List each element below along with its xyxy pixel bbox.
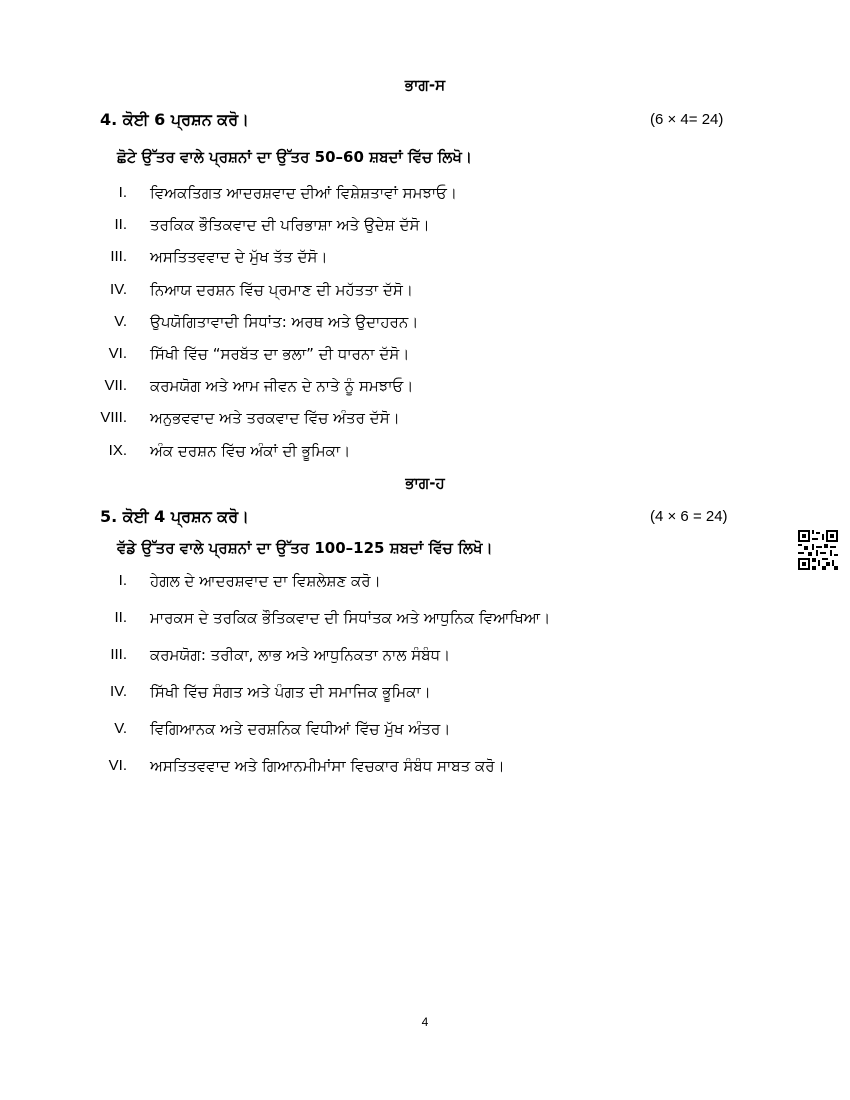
list-item	[0, 442, 850, 466]
item-text: ਤਰਕਿਕ ਭੌਤਿਕਵਾਦ ਦੀ ਪਰਿਭਾਸ਼ਾ ਅਤੇ ਉਦੇਸ਼ ਦੱਸੋ।	[150, 216, 430, 234]
item-text: ਸਿੱਖੀ ਵਿੱਚ “ਸਰਬੱਤ ਦਾ ਭਲਾ” ਦੀ ਧਾਰਨਾ ਦੱਸੋ।	[150, 345, 410, 363]
item-text: ਅਨੁਭਵਵਾਦ ਅਤੇ ਤਰਕਵਾਦ ਵਿੱਚ ਅੰਤਰ ਦੱਸੋ।	[150, 409, 400, 427]
item-text: ਨਿਆਯ ਦਰਸ਼ਨ ਵਿੱਚ ਪ੍ਰਮਾਣ ਦੀ ਮਹੱਤਤਾ ਦੱਸੋ।	[150, 281, 414, 299]
item-text: ਵਿਗਿਆਨਕ ਅਤੇ ਦਰਸ਼ਨਿਕ ਵਿਧੀਆਂ ਵਿੱਚ ਮੁੱਖ ਅੰਤਰ।	[150, 720, 451, 738]
item-number: IV.	[110, 281, 127, 298]
qr-code-icon	[798, 530, 838, 570]
item-text: ਸਿੱਖੀ ਵਿੱਚ ਸੰਗਤ ਅਤੇ ਪੰਗਤ ਦੀ ਸਮਾਜਿਕ ਭੂਮਿਕਾ।	[150, 683, 431, 701]
item-number: VII.	[104, 377, 127, 394]
list-item	[0, 216, 850, 240]
list-item	[0, 683, 850, 707]
item-number: II.	[114, 609, 127, 626]
question-5-heading: 5. ਕੋਈ 4 ਪ੍ਰਸ਼ਨ ਕਰੋ।	[100, 507, 249, 526]
list-item	[0, 248, 850, 272]
item-number: III.	[110, 646, 127, 663]
item-text: ਅਸਤਿਤਵਵਾਦ ਦੇ ਮੁੱਖ ਤੱਤ ਦੱਸੋ।	[150, 248, 328, 266]
section-h-title: ਭਾਗ-ਹ	[405, 474, 445, 492]
list-item	[0, 281, 850, 305]
list-item	[0, 313, 850, 337]
item-number: I.	[118, 572, 127, 589]
item-number: IX.	[108, 442, 127, 459]
list-item	[0, 409, 850, 433]
item-text: ਵਿਅਕਤਿਗਤ ਆਦਰਸ਼ਵਾਦ ਦੀਆਂ ਵਿਸ਼ੇਸ਼ਤਾਵਾਂ ਸਮਝਾਓ।	[150, 184, 458, 202]
item-number: I.	[118, 184, 127, 201]
list-item	[0, 572, 850, 596]
item-text: ਮਾਰਕਸ ਦੇ ਤਰਕਿਕ ਭੌਤਿਕਵਾਦ ਦੀ ਸਿਧਾਂਤਕ ਅਤੇ ਆਧੁਨਿਕ ਵਿਆਖਿਆ।	[150, 609, 551, 627]
item-number: III.	[110, 248, 127, 265]
item-number: VI.	[108, 757, 127, 774]
list-item	[0, 345, 850, 369]
question-4-instruction: ਛੋਟੇ ਉੱਤਰ ਵਾਲੇ ਪ੍ਰਸ਼ਨਾਂ ਦਾ ਉੱਤਰ 50–60 ਸ਼ਬਦਾਂ ਵਿੱਚ ਲਿਖੋ।	[117, 148, 473, 166]
list-item	[0, 757, 850, 781]
item-number: VI.	[108, 345, 127, 362]
item-number: V.	[114, 720, 127, 737]
item-text: ਕਰਮਯੋਗ: ਤਰੀਕਾ, ਲਾਭ ਅਤੇ ਆਧੁਨਿਕਤਾ ਨਾਲ ਸੰਬੰਧ।	[150, 646, 451, 664]
page-number: 4	[421, 1015, 429, 1029]
item-text: ਕਰਮਯੋਗ ਅਤੇ ਆਮ ਜੀਵਨ ਦੇ ਨਾਤੇ ਨੂੰ ਸਮਝਾਓ।	[150, 377, 414, 395]
list-item	[0, 646, 850, 670]
item-number: II.	[114, 216, 127, 233]
question-4-heading: 4. ਕੋਈ 6 ਪ੍ਰਸ਼ਨ ਕਰੋ।	[100, 110, 249, 129]
list-item	[0, 184, 850, 208]
item-number: V.	[114, 313, 127, 330]
question-4-marks: (6 × 4= 24)	[650, 111, 724, 128]
item-number: IV.	[110, 683, 127, 700]
item-number: VIII.	[100, 409, 127, 426]
item-text: ਉਪਯੋਗਿਤਾਵਾਦੀ ਸਿਧਾਂਤ: ਅਰਥ ਅਤੇ ਉਦਾਹਰਨ।	[150, 313, 419, 331]
list-item	[0, 720, 850, 744]
list-item	[0, 377, 850, 401]
item-text: ਅੰਕ ਦਰਸ਼ਨ ਵਿੱਚ ਅੰਕਾਂ ਦੀ ਭੂਮਿਕਾ।	[150, 442, 351, 460]
section-s-title: ਭਾਗ-ਸ	[404, 76, 446, 94]
question-5-marks: (4 × 6 = 24)	[650, 508, 728, 525]
item-text: ਅਸਤਿਤਵਵਾਦ ਅਤੇ ਗਿਆਨਮੀਮਾਂਸਾ ਵਿਚਕਾਰ ਸੰਬੰਧ ਸਾਬਤ ਕਰੋ।	[150, 757, 505, 775]
item-text: ਹੇਗਲ ਦੇ ਆਦਰਸ਼ਵਾਦ ਦਾ ਵਿਸ਼ਲੇਸ਼ਣ ਕਰੋ।	[150, 572, 381, 590]
question-5-instruction: ਵੱਡੇ ਉੱਤਰ ਵਾਲੇ ਪ੍ਰਸ਼ਨਾਂ ਦਾ ਉੱਤਰ 100–125 ਸ਼ਬਦਾਂ ਵਿੱਚ ਲਿਖੋ।	[117, 539, 493, 557]
list-item	[0, 609, 850, 633]
